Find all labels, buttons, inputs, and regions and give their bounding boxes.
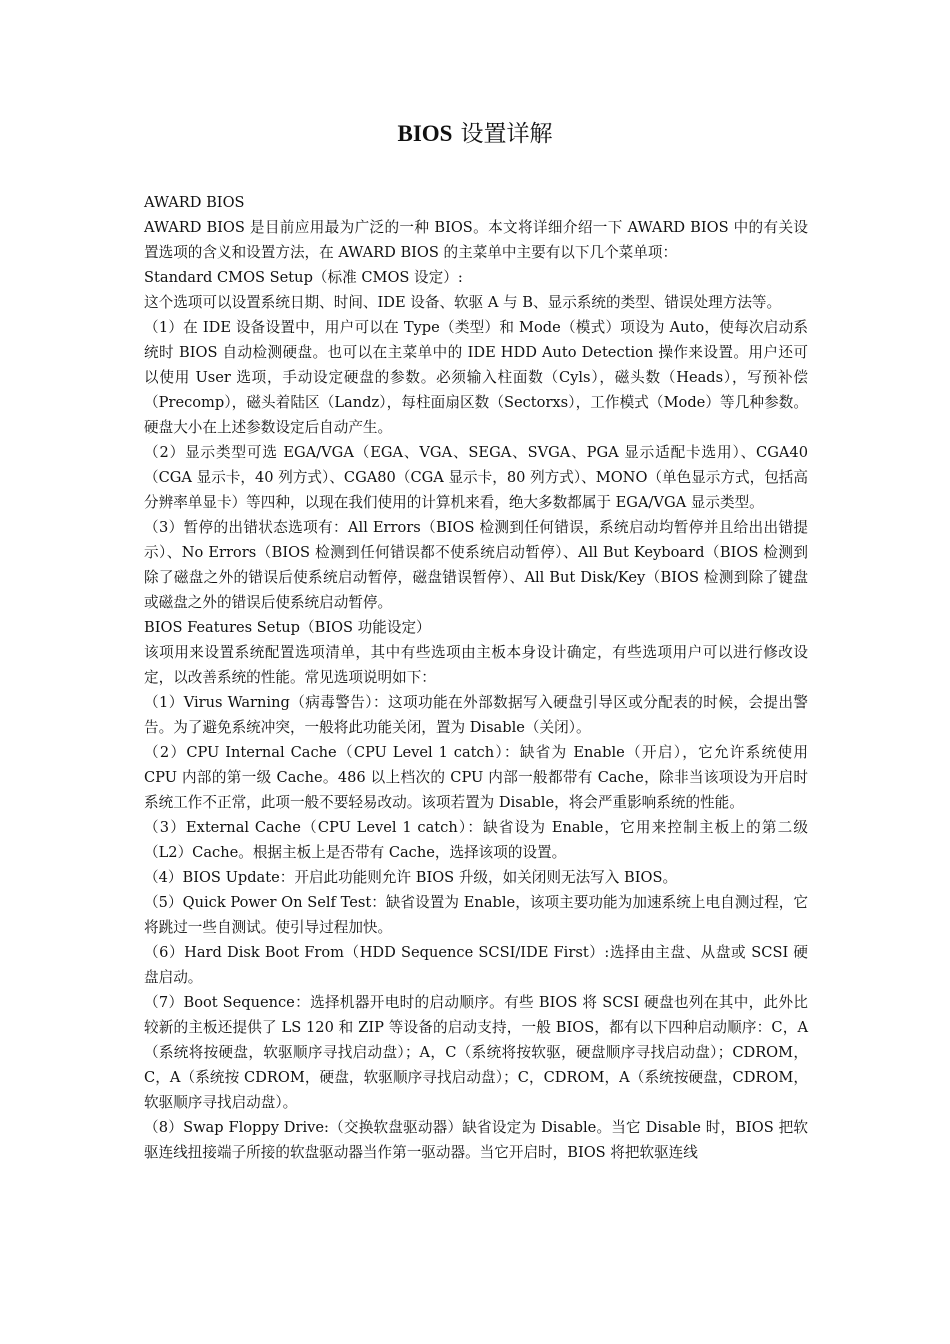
heading-award-bios: AWARD BIOS xyxy=(144,194,245,211)
paragraph-boot-sequence: （7）Boot Sequence：选择机器开电时的启动顺序。有些 BIOS 将 SCSI 硬盘也列在其中，此外比较新的主板还提供了 LS 120 和 ZIP 等设备的启动支持，一般 BIOS，都有以下四种启动顺序：C，A（系统将按硬盘，软驱顺序寻找启动盘）；A，C（系统将按软驱，硬盘顺序寻找启动盘）；CDROM，C，A（系统按 CDROM，硬盘，软驱顺序寻找启动盘）；C，CDROM，A（系统按硬盘，CDROM，软驱顺序寻找启动盘）。 xyxy=(144,994,808,1111)
paragraph-swap-floppy: （8）Swap Floppy Drive:（交换软盘驱动器）缺省设定为 Disable。当它 Disable 时，BIOS 把软驱连线扭接端子所接的软盘驱动器当作第一驱动器。当它开启时，BIOS 将把软驱连线 xyxy=(144,1119,808,1161)
heading-standard-cmos: Standard CMOS Setup（标准 CMOS 设定）: xyxy=(144,269,463,286)
paragraph-quick-post: （5）Quick Power On Self Test：缺省设置为 Enable，该项主要功能为加速系统上电自测过程，它将跳过一些自测试。使引导过程加快。 xyxy=(144,894,808,936)
paragraph-display: （2）显示类型可选 EGA/VGA（EGA、VGA、SEGA、SVGA、PGA 显示适配卡选用）、CGA40（CGA 显示卡，40 列方式）、CGA80（CGA 显示卡，80 列方式）、MONO（单色显示方式，包括高分辨率单显卡）等四种，以现在我们使用的计算机来看，绝大多数都属于 EGA/VGA 显示类型。 xyxy=(144,444,808,511)
paragraph-bios-update: （4）BIOS Update：开启此功能则允许 BIOS 升级，如关闭则无法写入 BIOS。 xyxy=(144,869,678,886)
page-title xyxy=(0,116,950,152)
paragraph-ide: （1）在 IDE 设备设置中，用户可以在 Type（类型）和 Mode（模式）项设为 Auto，使每次启动系统时 BIOS 自动检测硬盘。也可以在主菜单中的 IDE HDD Auto Detection 操作来设置。用户还可以使用 User 选项，手动设定硬盘的参数。必须输入柱面数（Cyls），磁头数（Heads），写预补偿（Precomp），磁头着陆区（Landz），每柱面扇区数（Sectorxs），工作模式（Mode）等几种参数。硬盘大小在上述参数设定后自动产生。 xyxy=(144,319,808,436)
paragraph-external-cache: （3）External Cache（CPU Level 1 catch）：缺省设为 Enable，它用来控制主板上的第二级（L2）Cache。根据主板上是否带有 Cache，选择该项的设置。 xyxy=(144,819,808,861)
paragraph-errors: （3）暂停的出错状态选项有：All Errors（BIOS 检测到任何错误，系统启动均暂停并且给出出错提示）、No Errors（BIOS 检测到任何错误都不使系统启动暂停）、All But Keyboard（BIOS 检测到除了磁盘之外的错误后使系统启动暂停，磁盘错误暂停）、All But Disk/Key（BIOS 检测到除了键盘或磁盘之外的错误后使系统启动暂停。 xyxy=(144,519,808,611)
paragraph-virus-warning: （1）Virus Warning（病毒警告）：这项功能在外部数据写入硬盘引导区或分配表的时候，会提出警告。为了避免系统冲突，一般将此功能关闭，置为 Disable（关闭）。 xyxy=(144,694,808,736)
paragraph-hdd-boot: （6）Hard Disk Boot From（HDD Sequence SCSI/IDE First）:选择由主盘、从盘或 SCSI 硬盘启动。 xyxy=(144,944,808,986)
title-chinese: 设置详解 xyxy=(460,121,553,147)
paragraph-cmos-desc: 这个选项可以设置系统日期、时间、IDE 设备、软驱 A 与 B、显示系统的类型、错误处理方法等。 xyxy=(144,294,782,311)
document-body xyxy=(144,190,808,1165)
paragraph-intro: AWARD BIOS 是目前应用最为广泛的一种 BIOS。本文将详细介绍一下 AWARD BIOS 中的有关设置选项的含义和设置方法，在 AWARD BIOS 的主菜单中主要有以下几个菜单项： xyxy=(144,219,808,261)
heading-bios-features: BIOS Features Setup（BIOS 功能设定） xyxy=(144,619,431,636)
title-latin: BIOS xyxy=(397,121,453,146)
paragraph-cpu-internal-cache: （2）CPU Internal Cache（CPU Level 1 catch）：缺省为 Enable（开启），它允许系统使用 CPU 内部的第一级 Cache。486 以上档次的 CPU 内部一般都带有 Cache，除非当该项设为开启时系统工作不正常，此项一般不要轻易改动。该项若置为 Disable，将会严重影响系统的性能。 xyxy=(144,744,808,811)
paragraph-features-desc: 该项用来设置系统配置选项清单，其中有些选项由主板本身设计确定，有些选项用户可以进行修改设定，以改善系统的性能。常见选项说明如下： xyxy=(144,644,808,686)
